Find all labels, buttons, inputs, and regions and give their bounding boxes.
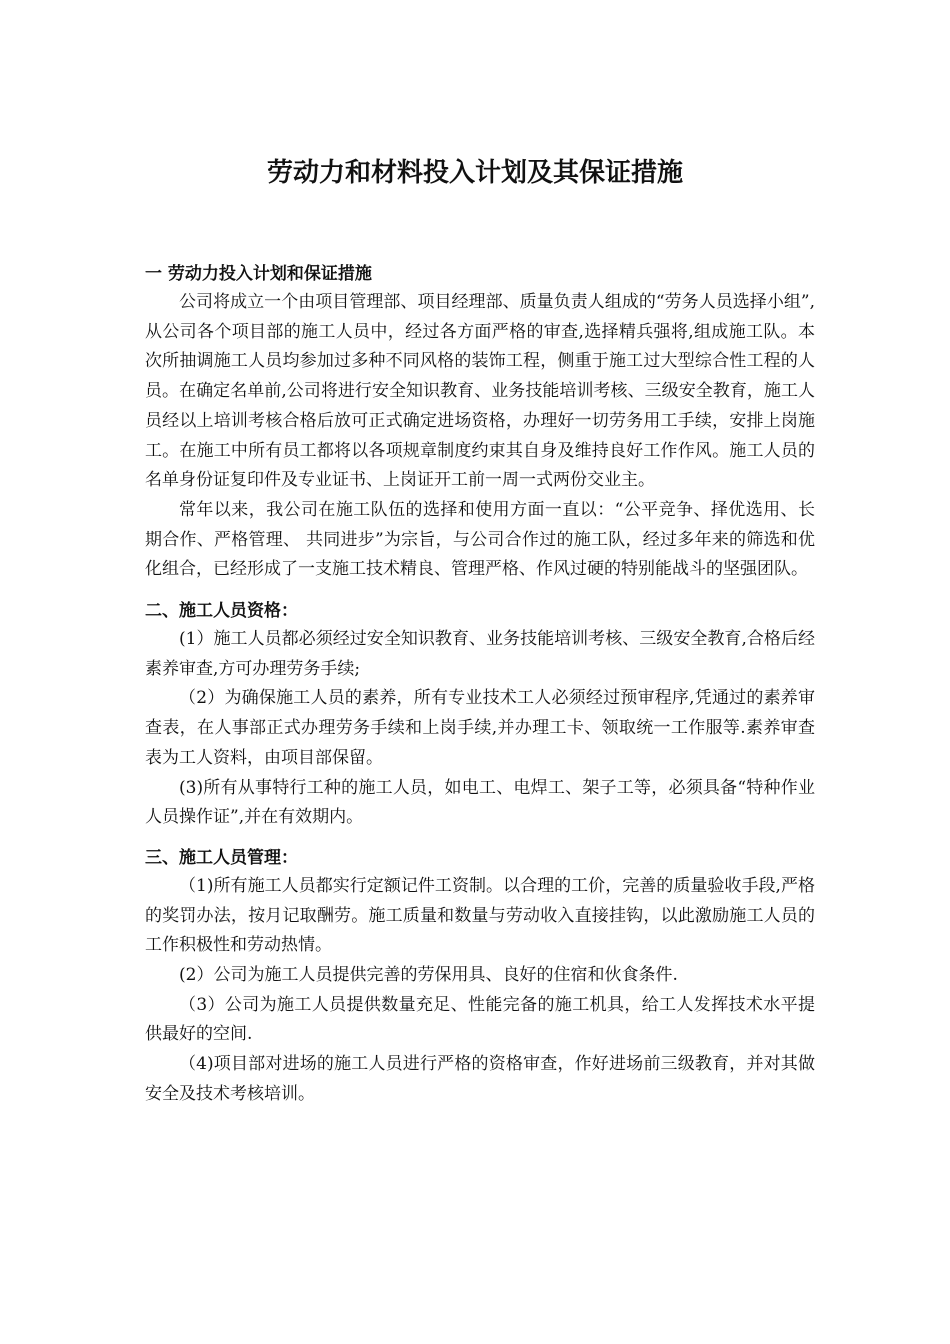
paragraph: (3)所有从事特行工种的施工人员，如电工、电焊工、架子工等，必须具备“特种作业人员操作证”,并在有效期内。	[145, 777, 815, 828]
paragraph: （3）公司为施工人员提供数量充足、性能完备的施工机具，给工人发挥技术水平提供最好的空间.	[145, 994, 815, 1045]
section-heading: 二、施工人员资格：	[145, 601, 298, 622]
section-worker-management	[145, 844, 815, 1110]
paragraph: 常年以来，我公司在施工队伍的选择和使用方面一直以：“公平竞争、择优选用、长期合作、严格管理、 共同进步”为宗旨，与公司合作过的施工队，经过多年来的筛选和优化组合，已经形成了一支施工技术精良、管理严格、作风过硬的特别能战斗的坚强团队。	[145, 499, 815, 580]
paragraph: （4)项目部对进场的施工人员进行严格的资格审查，作好进场前三级教育，并对其做安全及技术考核培训。	[145, 1054, 815, 1104]
document-body	[145, 260, 815, 1110]
paragraph: （2）为确保施工人员的素养，所有专业技术工人必须经过预审程序,凭通过的素养审查表，在人事部正式办理劳务手续和上岗手续,并办理工卡、领取统一工作服等.素养审查表为工人资料，由项目部保留。	[145, 688, 815, 768]
section-heading: 一 劳动力投入计划和保证措施	[145, 264, 372, 284]
paragraph: 公司将成立一个由项目管理部、项目经理部、质量负责人组成的“劳务人员选择小组”,从公司各个项目部的施工人员中，经过各方面严格的审查,选择精兵强将,组成施工队。本次所抽调施工人员均参加过多种不同风格的装饰工程，侧重于施工过大型综合性工程的人员。在确定名单前,公司将进行安全知识教育、业务技能培训考核、三级安全教育，施工人员经以上培训考核合格后放可正式确定进场资格，办理好一切劳务用工手续，安排上岗施工。在施工中所有员工都将以各项规章制度约束其自身及维持良好工作作风。施工人员的名单身份证复印件及专业证书、上岗证开工前一周一式两份交业主。	[145, 292, 815, 491]
section-spacer	[145, 833, 815, 844]
paragraph: (2）公司为施工人员提供完善的劳保用具、良好的住宿和伙食条件.	[179, 965, 678, 986]
paragraph: (1）施工人员都必须经过安全知识教育、业务技能培训考核、三级安全教育,合格后经素养审查,方可办理劳务手续;	[145, 629, 815, 679]
page-title: 劳动力和材料投入计划及其保证措施	[266, 158, 683, 188]
paragraph: （1)所有施工人员都实行定额记件工资制。以合理的工价，完善的质量验收手段,严格的奖罚办法，按月记取酬劳。施工质量和数量与劳动收入直接挂钩，以此激励施工人员的工作积极性和劳动热情。	[145, 875, 815, 956]
section-heading: 三、施工人员管理：	[145, 847, 298, 868]
section-spacer	[145, 585, 815, 597]
section-labor-plan	[145, 260, 815, 585]
section-worker-qualification	[145, 597, 815, 833]
